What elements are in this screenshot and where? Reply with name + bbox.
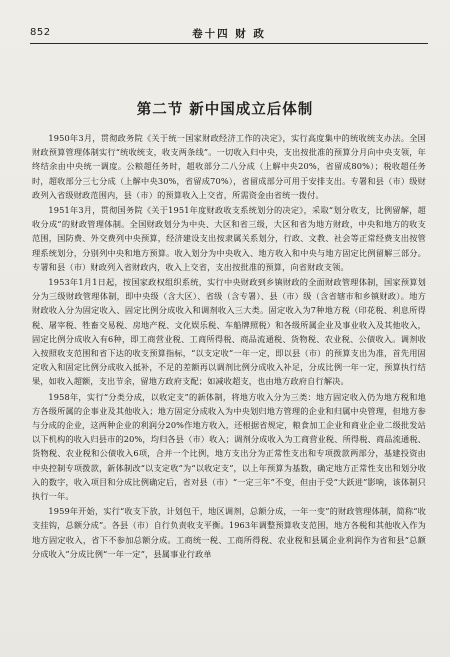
body-text	[32, 131, 426, 561]
paragraph: 1959年开始，实行“收支下放，计划包干，地区调剂，总额分成，一年一变”的财政管理体制，简称“收支挂钩，总额分成”。各县（市）自行负责收支平衡。1963年调整预算收支范围，地方各税和其他收入作为地方固定收入，省下不参加总额分成。工商统一税、工商所得税、农业税和县属企业利润作为省和县“总额分成收入”分成比例“一年一定”，县属事业行政单	[32, 506, 426, 559]
running-head: 卷十四 财 政	[192, 28, 266, 40]
paragraph: 1953年1月1日起，按国家政权组织系统，实行中央财政到乡镇财政的全面财政管理体制，国家预算划分为三级财政管理体制，即中央级（含大区）、省级（含专署）、县（市）级（含省辖市和乡镇财政）。地方财政收入分为固定收入、固定比例分成收入和调剂收入三大类。固定收入为7种地方税（印花税、利息所得税、屠宰税、牲畜交易税、房地产税、文化娱乐税、车船牌照税）和各级所属企业及事业收入及其他收入，固定比例分成收入有6种，即工商营业税、工商所得税、商品流通税、货物税、农业税、公债收入。调剂收入按照收支范围和省下达的收支预算指标，“以支定收”一年一定，即以县（市）的预算支出为准，首先用固定收入和固定比例分成收入抵补，不足的差额再以调剂比例分成收入补足，分成比例一年一定，预算执行结果，如收入超额，支出节余，留地方政府支配；如减收超支，也由地方政府自行解决。	[32, 277, 426, 387]
paragraph: 1951年3月，贯彻国务院《关于1951年度财政收支系统划分的决定》，采取“划分收支，比例留解，超收分成”的财政管理体制。全国财政划分为中央、大区和省三级，大区和省为地方财政，中央和地方的收支范围，国防费、外交费列中央预算，经济建设支出按隶属关系划分，行政、文教、社会等正常经费支出按管理系统划分，分别列中央和地方预算。收入划分为中央收入、地方收入和中央与地方固定比例留解三部分。专署和县（市）财政列入省财政内，收入上交省，支出按批准的预算，向省财政支领。	[32, 205, 426, 272]
paragraph: 1950年3月，贯彻政务院《关于统一国家财政经济工作的决定》，实行高度集中的统收统支办法。全国财政预算管理体制实行“统收统支，收支两条线”。一切收入归中央，支出按批准的预算分月向中央支领，年终结余由中央统一调度。公粮超任务时，超收部分二八分成（上解中央20%，省留成80%）；税收超任务时，超收部分三七分成（上解中央30%，省留成70%），省留成部分可用于安排支出。专署和县（市）级财政列入省级财政范围内，县（市）的预算收入上交省，所需资金由省统一拨付。	[32, 133, 426, 200]
section-title: 第二节 新中国成立后体制	[136, 102, 314, 118]
page-number: 852	[30, 27, 51, 38]
paragraph: 1958年，实行“分类分成，以收定支”的新体制，将地方收入分为三类：地方固定收入仍为地方税和地方各级所属的企事业及其他收入；地方固定分成收入为中央划归地方管理的企业和归属中央管理，但地方参与分成的企业，这两种企业的利润分20%作地方收入，还根据省规定，粮食加工企业和商业企业二级批发站以下机构的收入归县市的20%，均归各县（市）收入；调剂分成收入为工商营业税、所得税、商品流通税、货物税、农业税和公债收入6项，合并一个比例，地方支出分为正常性支出和专项拨款两部分，基建投资由中央控制专项拨款，新体制改“以支定收”为“以收定支”，以上年预算为基数，确定地方正常性支出和划分收入的数字，收入项目和分成比例确定后，省对县（市）“一定三年”不变，但由于受“大跃进”影响，该体制只执行一年。	[32, 391, 426, 502]
page-header	[30, 25, 428, 44]
